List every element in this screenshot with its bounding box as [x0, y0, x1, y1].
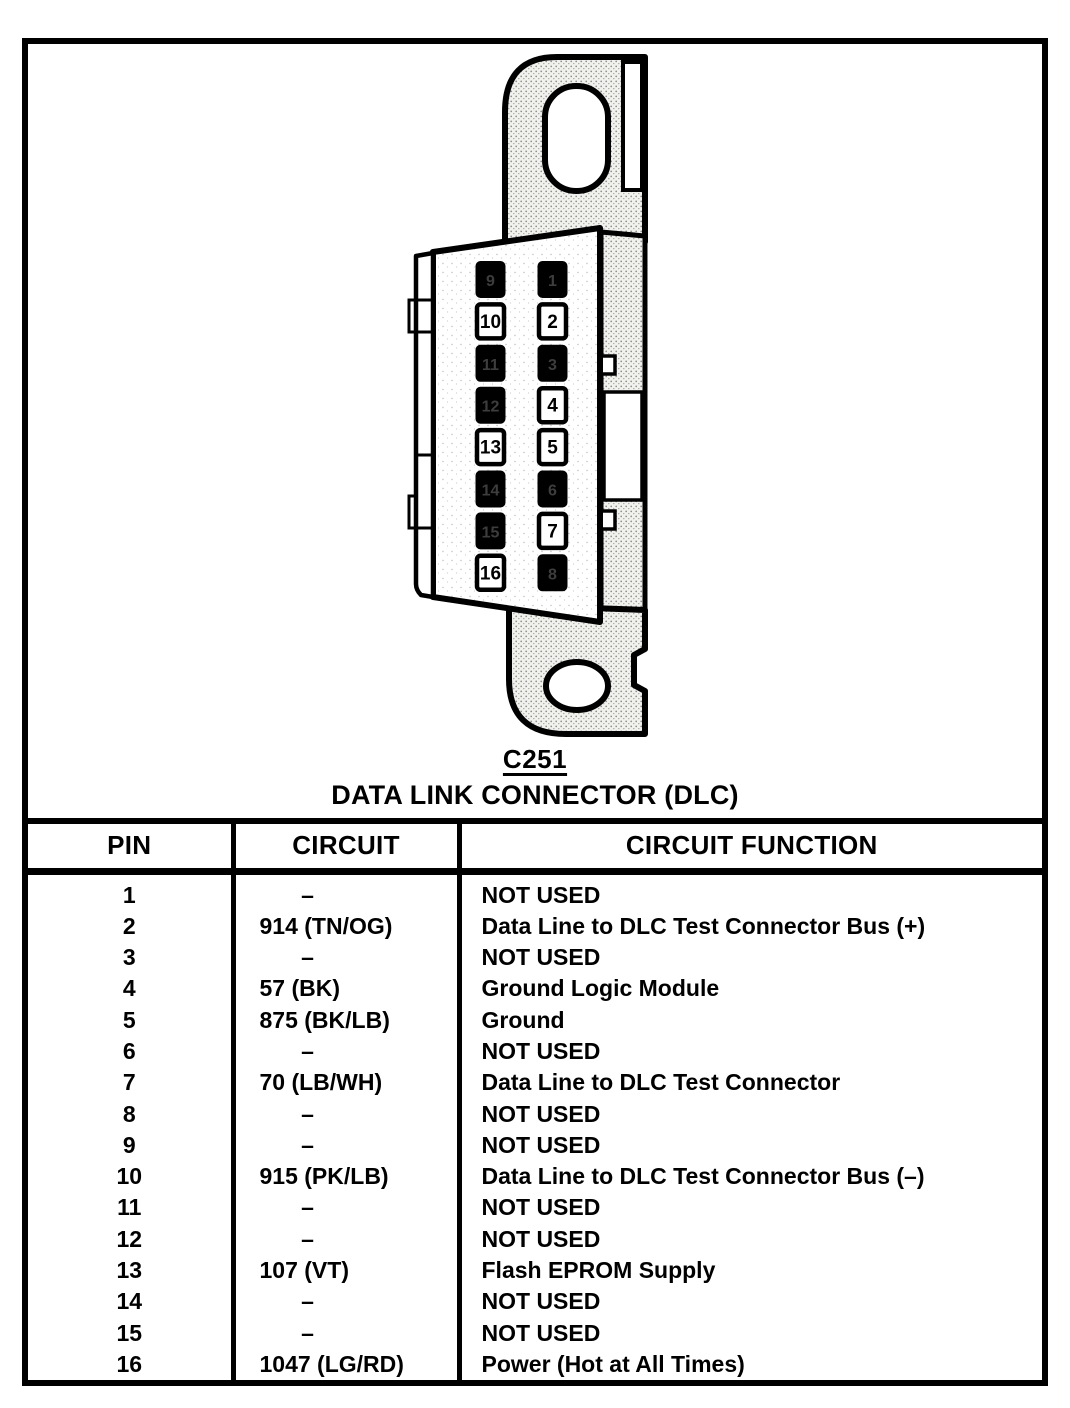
pin-number-label: 16 [479, 563, 502, 585]
table-row [28, 871, 1042, 911]
pin-number-cell: 12 [116, 1225, 143, 1252]
circuit-cell [233, 871, 459, 911]
connector-diagram [28, 44, 1042, 744]
pin-number-label: 1 [548, 273, 557, 290]
circuit-function-cell: Data Line to DLC Test Connector Bus (–) [459, 1161, 1042, 1192]
left-rail [409, 253, 433, 597]
header-pin: PIN [28, 821, 233, 871]
pin-cavity-12 [477, 388, 504, 422]
pin-cavity-13 [477, 430, 504, 464]
pin-number-label: 4 [547, 395, 558, 417]
pin-cavity-9 [477, 263, 504, 297]
table-row [28, 1067, 1042, 1098]
circuit-cell [233, 1224, 459, 1255]
circuit-function-cell: Ground Logic Module [459, 973, 1042, 1004]
table-row [28, 1224, 1042, 1255]
not-used-dash: – [301, 881, 314, 908]
pin-cavity-4 [539, 388, 566, 422]
pin-table [28, 818, 1042, 1380]
bottom-mounting-tab [509, 605, 645, 734]
pin-number-cell: 14 [116, 1288, 143, 1315]
circuit-function-cell: NOT USED [459, 1318, 1042, 1349]
pin-number-label: 7 [547, 521, 558, 543]
circuit-function-cell: NOT USED [459, 871, 1042, 911]
pin-number-label: 15 [481, 524, 500, 542]
table-row [28, 942, 1042, 973]
pin-number-label: 5 [547, 437, 558, 459]
pin-number-cell: 15 [116, 1319, 143, 1346]
pin-cavity-14 [477, 472, 504, 506]
pin-number-label: 10 [479, 311, 502, 333]
pin-cavity-7 [539, 514, 566, 548]
flange-latch-upper [601, 356, 615, 374]
circuit-cell [233, 1130, 459, 1161]
not-used-dash: – [301, 1319, 314, 1346]
pin-cavity-16 [477, 556, 504, 590]
pin-number-label: 3 [548, 356, 557, 374]
pin-number-label: 9 [486, 273, 495, 290]
not-used-dash: – [301, 944, 314, 971]
pin-number-cell: 5 [122, 1006, 136, 1033]
diagram-title: DATA LINK CONNECTOR (DLC) [331, 780, 739, 810]
tab-edge-strip [623, 62, 642, 190]
circuit-cell [233, 1036, 459, 1067]
pin-number-cell: 2 [122, 912, 136, 939]
pin-number-cell: 4 [122, 975, 136, 1002]
circuit-cell [233, 1318, 459, 1349]
pin-cavity-15 [477, 514, 504, 548]
table-row [28, 1255, 1042, 1286]
pin-number-cell: 9 [122, 1131, 136, 1158]
not-used-dash: – [301, 1194, 314, 1221]
not-used-dash: – [301, 1100, 314, 1127]
circuit-cell: 875 (BK/LB) [233, 1005, 459, 1036]
table-row [28, 1161, 1042, 1192]
pin-number-cell: 13 [116, 1257, 143, 1284]
table-row [28, 1286, 1042, 1317]
table-row [28, 1099, 1042, 1130]
pin-cavity-6 [539, 472, 566, 506]
pin-cavity-11 [477, 346, 504, 380]
pin-number-cell: 1 [122, 881, 136, 908]
circuit-cell: 57 (BK) [233, 973, 459, 1004]
circuit-function-cell: NOT USED [459, 1036, 1042, 1067]
pin-number-label: 13 [479, 437, 502, 459]
page-border-frame [22, 38, 1048, 1386]
pin-number-cell: 16 [116, 1350, 143, 1377]
not-used-dash: – [301, 1037, 314, 1064]
circuit-cell [233, 1192, 459, 1223]
flange-latch-lower [601, 511, 615, 529]
not-used-dash: – [301, 1288, 314, 1315]
circuit-cell: 914 (TN/OG) [233, 911, 459, 942]
connector-svg [28, 44, 1042, 744]
circuit-cell: 107 (VT) [233, 1255, 459, 1286]
circuit-function-cell: Flash EPROM Supply [459, 1255, 1042, 1286]
circuit-function-cell: NOT USED [459, 1099, 1042, 1130]
table-row [28, 973, 1042, 1004]
top-mounting-tab [505, 57, 645, 242]
circuit-function-cell: Power (Hot at All Times) [459, 1349, 1042, 1380]
table-row [28, 1349, 1042, 1380]
pin-number-label: 8 [548, 566, 557, 584]
circuit-cell: 915 (PK/LB) [233, 1161, 459, 1192]
header-circuit-function: CIRCUIT FUNCTION [459, 821, 1042, 871]
circuit-cell [233, 1286, 459, 1317]
circuit-function-cell: NOT USED [459, 942, 1042, 973]
circuit-function-cell: NOT USED [459, 1130, 1042, 1161]
pin-table-header [28, 821, 1042, 871]
pin-cavity-3 [539, 346, 566, 380]
pin-number-cell: 3 [122, 944, 136, 971]
not-used-dash: – [301, 1225, 314, 1252]
circuit-function-cell: Data Line to DLC Test Connector Bus (+) [459, 911, 1042, 942]
connector-face [433, 228, 600, 622]
top-slot-hole [545, 86, 608, 191]
connector-id-label: C251 [502, 744, 568, 774]
circuit-cell: 70 (LB/WH) [233, 1067, 459, 1098]
bottom-slot-hole [546, 662, 608, 710]
pin-cavity-5 [539, 430, 566, 464]
pin-cavity-1 [539, 263, 566, 297]
pin-cavity-10 [477, 304, 504, 338]
circuit-function-cell: NOT USED [459, 1224, 1042, 1255]
circuit-function-cell: NOT USED [459, 1192, 1042, 1223]
table-row [28, 911, 1042, 942]
pin-number-cell: 7 [122, 1069, 136, 1096]
table-row [28, 1192, 1042, 1223]
pin-number-label: 14 [481, 482, 500, 500]
header-circuit: CIRCUIT [233, 821, 459, 871]
pin-number-cell: 11 [117, 1194, 142, 1221]
pin-number-label: 2 [547, 311, 558, 333]
table-row [28, 1318, 1042, 1349]
circuit-cell [233, 1099, 459, 1130]
circuit-cell [233, 942, 459, 973]
circuit-cell: 1047 (LG/RD) [233, 1349, 459, 1380]
pin-number-label: 6 [548, 482, 557, 500]
table-row [28, 1005, 1042, 1036]
table-row [28, 1130, 1042, 1161]
not-used-dash: – [301, 1131, 314, 1158]
pin-number-cell: 8 [122, 1100, 136, 1127]
pin-number-cell: 10 [116, 1163, 143, 1190]
pin-cavity-2 [539, 304, 566, 338]
table-row [28, 1036, 1042, 1067]
circuit-function-cell: Data Line to DLC Test Connector [459, 1067, 1042, 1098]
pin-number-cell: 6 [122, 1037, 136, 1064]
pin-cavity-8 [539, 556, 566, 590]
pin-number-label: 11 [482, 356, 499, 374]
circuit-function-cell: Ground [459, 1005, 1042, 1036]
pin-table-body [28, 871, 1042, 1380]
pin-number-label: 12 [481, 398, 500, 416]
right-flange [601, 232, 645, 619]
circuit-function-cell: NOT USED [459, 1286, 1042, 1317]
